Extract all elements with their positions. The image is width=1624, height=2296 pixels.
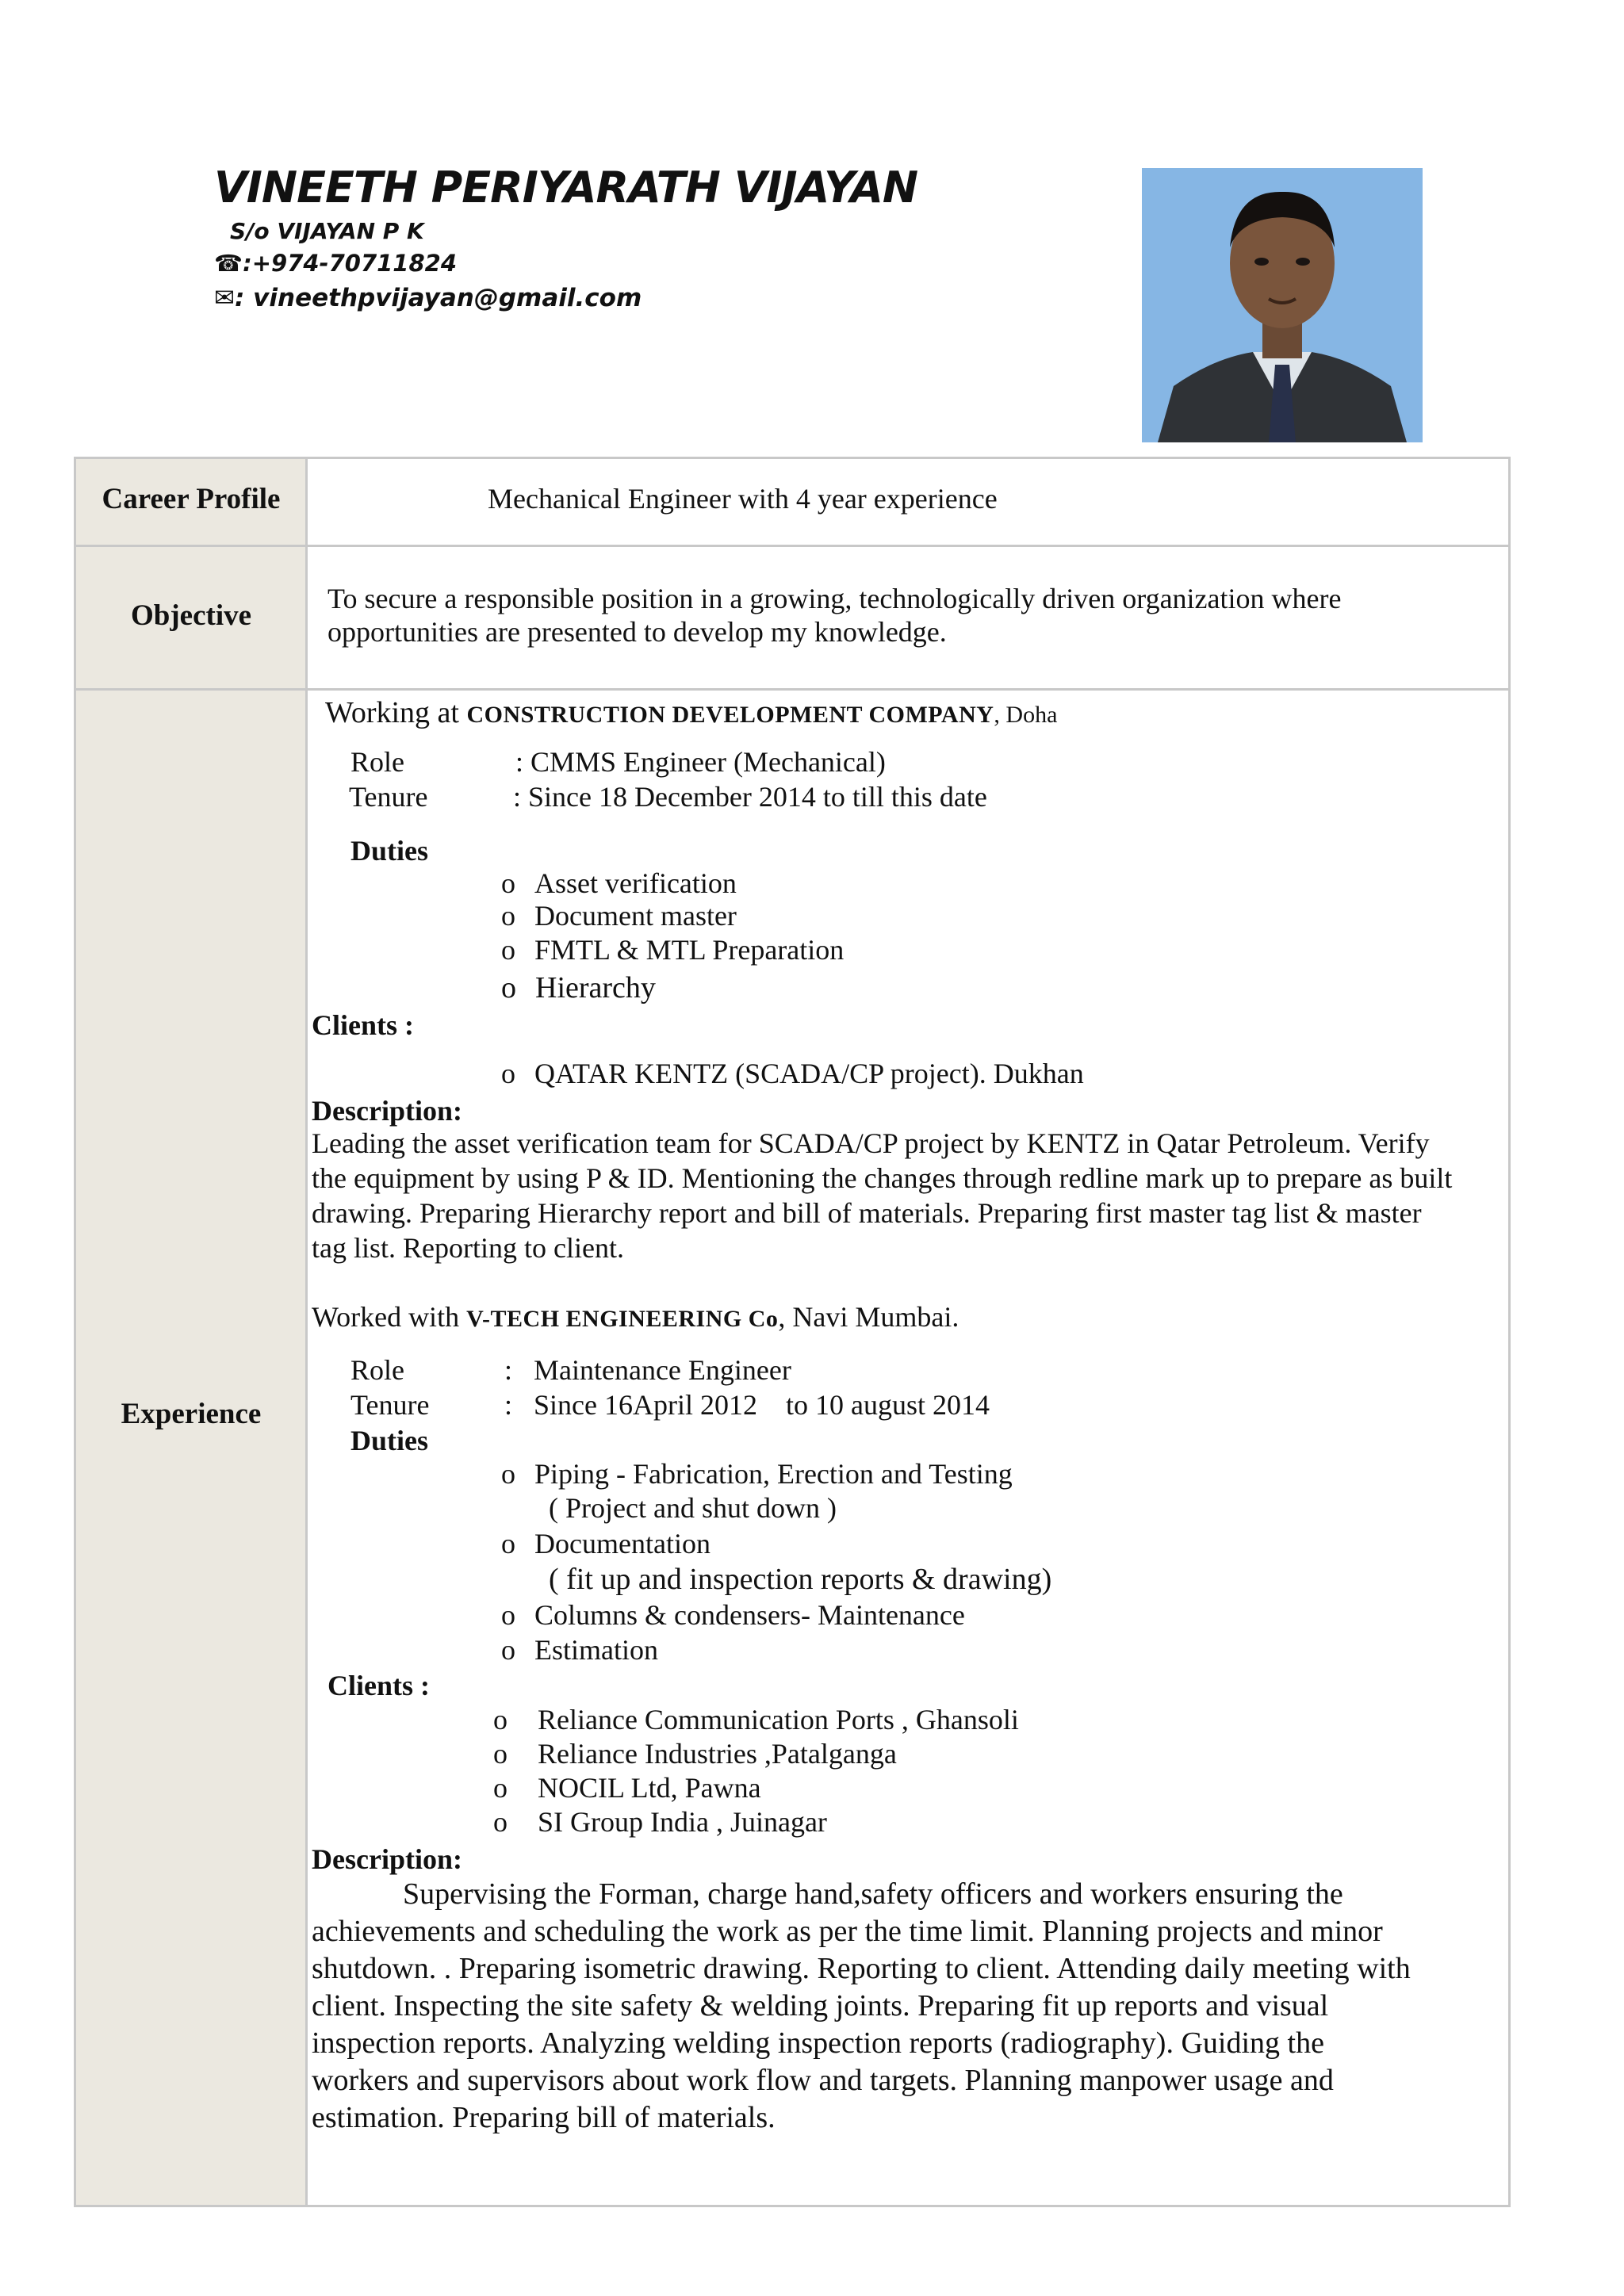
list-item	[501, 1527, 710, 1560]
list-item	[501, 899, 737, 932]
bullet: o	[493, 1704, 508, 1735]
row-divider	[74, 545, 1511, 547]
job2-company: V-TECH ENGINEERING Co	[466, 1306, 779, 1332]
list-item	[493, 1771, 761, 1804]
career-profile-value: Mechanical Engineer with 4 year experience	[488, 483, 998, 515]
bullet: o	[501, 1599, 515, 1631]
list-item	[501, 1057, 1084, 1090]
client-text: Reliance Industries ,Patalganga	[538, 1738, 897, 1770]
description-line: tag list. Reporting to client.	[312, 1232, 624, 1264]
email-address: : vineethpvijayan@gmail.com	[234, 284, 642, 312]
bullet: o	[501, 867, 515, 899]
duty-text: Asset verification	[534, 867, 737, 899]
objective-line-2: opportunities are presented to develop my knowledge.	[327, 616, 947, 648]
description-line: Supervising the Forman, charge hand,safety officers and workers ensuring the	[403, 1877, 1343, 1911]
row-divider	[74, 688, 1511, 691]
profile-photo-illustration	[1142, 168, 1423, 442]
bullet: o	[493, 1738, 508, 1770]
client-text: NOCIL Ltd, Pawna	[538, 1772, 761, 1804]
job2-clients-label: Clients :	[327, 1670, 430, 1701]
job1-heading	[325, 695, 1057, 730]
duty-text: Hierarchy	[535, 971, 656, 1004]
bullet: o	[501, 1458, 515, 1490]
career-profile-label: Career Profile	[102, 483, 281, 515]
job1-location: , Doha	[994, 702, 1058, 728]
bullet: o	[501, 1058, 515, 1089]
duty-text: Documentation	[534, 1528, 710, 1559]
list-item	[501, 1598, 965, 1632]
job2-prefix: Worked with	[312, 1301, 460, 1333]
description-line: inspection reports. Analyzing welding inspection reports (radiography). Guiding the	[312, 2026, 1324, 2060]
job1-role-label: Role	[350, 746, 404, 778]
duty-subtext: ( fit up and inspection reports & drawing)	[549, 1563, 1052, 1596]
job1-clients-label: Clients :	[312, 1009, 414, 1041]
description-line: client. Inspecting the site safety & welding joints. Preparing fit up reports and visual	[312, 1989, 1329, 2022]
job1-company: CONSTRUCTION DEVELOPMENT COMPANY	[466, 702, 994, 728]
phone-line	[214, 250, 457, 277]
envelope-icon: ✉	[214, 284, 235, 312]
duty-text: FMTL & MTL Preparation	[534, 934, 845, 966]
email-line	[214, 284, 642, 312]
list-item	[501, 933, 844, 966]
bullet: o	[501, 1634, 515, 1666]
experience-label: Experience	[121, 1398, 262, 1430]
job1-tenure-value: : Since 18 December 2014 to till this date	[513, 781, 987, 813]
job1-duties-label: Duties	[350, 835, 428, 867]
job2-tenure-label: Tenure	[350, 1389, 430, 1421]
job2-duties-label: Duties	[350, 1425, 428, 1456]
description-line: workers and supervisors about work flow and targets. Planning manpower usage and	[312, 2064, 1334, 2097]
description-line: drawing. Preparing Hierarchy report and bill of materials. Preparing first master tag list & master	[312, 1197, 1422, 1229]
profile-photo	[1142, 168, 1423, 442]
client-text: SI Group India , Juinagar	[538, 1806, 827, 1838]
description-line: estimation. Preparing bill of materials.	[312, 2101, 776, 2134]
column-divider	[305, 457, 308, 2207]
list-item	[493, 1805, 827, 1839]
bullet: o	[493, 1806, 508, 1838]
objective-label: Objective	[130, 599, 252, 632]
job2-role-label: Role	[350, 1354, 404, 1386]
description-line: shutdown. . Preparing isometric drawing. Reporting to client. Attending daily meeting with	[312, 1952, 1411, 1985]
job1-description	[312, 1126, 1452, 1265]
job1-prefix: Working at	[325, 696, 459, 729]
phone-icon: ☎	[214, 250, 243, 277]
job2-role-value: : Maintenance Engineer	[504, 1354, 791, 1386]
phone-number: :+974-70711824	[243, 250, 458, 277]
description-line: Leading the asset verification team for SCADA/CP project by KENTZ in Qatar Petroleum. Verify	[312, 1127, 1430, 1159]
duty-text: Piping - Fabrication, Erection and Testing	[534, 1458, 1013, 1490]
list-item	[501, 1457, 1013, 1490]
list-item	[501, 1633, 658, 1667]
duty-subtext: ( Project and shut down )	[549, 1492, 837, 1524]
job2-tenure-value: : Since 16April 2012 to 10 august 2014	[504, 1389, 990, 1421]
job2-location: , Navi Mumbai.	[778, 1301, 959, 1333]
client-text: Reliance Communication Ports , Ghansoli	[538, 1704, 1019, 1735]
bullet: o	[501, 971, 516, 1004]
duty-text: Estimation	[534, 1634, 658, 1666]
bullet: o	[501, 900, 515, 932]
objective-line-1: To secure a responsible position in a growing, technologically driven organization where	[327, 583, 1342, 614]
client-text: QATAR KENTZ (SCADA/CP project). Dukhan	[534, 1058, 1084, 1089]
description-line: the equipment by using P & ID. Mentioning the changes through redline mark up to prepare as built	[312, 1162, 1453, 1194]
label-column	[76, 459, 306, 2205]
job1-role-value: : CMMS Engineer (Mechanical)	[515, 746, 886, 778]
list-item	[501, 970, 656, 1005]
description-line: achievements and scheduling the work as per the time limit. Planning projects and minor	[312, 1915, 1383, 1948]
father-name: S/o VIJAYAN P K	[230, 218, 424, 244]
candidate-name: VINEETH PERIYARATH VIJAYAN	[214, 163, 918, 212]
list-item	[493, 1703, 1019, 1736]
job2-description	[312, 1876, 1411, 2137]
bullet: o	[493, 1772, 508, 1804]
job2-description-label: Description:	[312, 1843, 462, 1875]
duty-text: Columns & condensers- Maintenance	[534, 1599, 965, 1631]
bullet: o	[501, 934, 515, 966]
job1-tenure-label: Tenure	[349, 781, 428, 813]
bullet: o	[501, 1528, 515, 1559]
list-item	[501, 867, 737, 900]
list-item	[493, 1737, 897, 1770]
duty-text: Document master	[534, 900, 737, 932]
job2-heading	[312, 1300, 959, 1334]
job1-description-label: Description:	[312, 1095, 462, 1127]
